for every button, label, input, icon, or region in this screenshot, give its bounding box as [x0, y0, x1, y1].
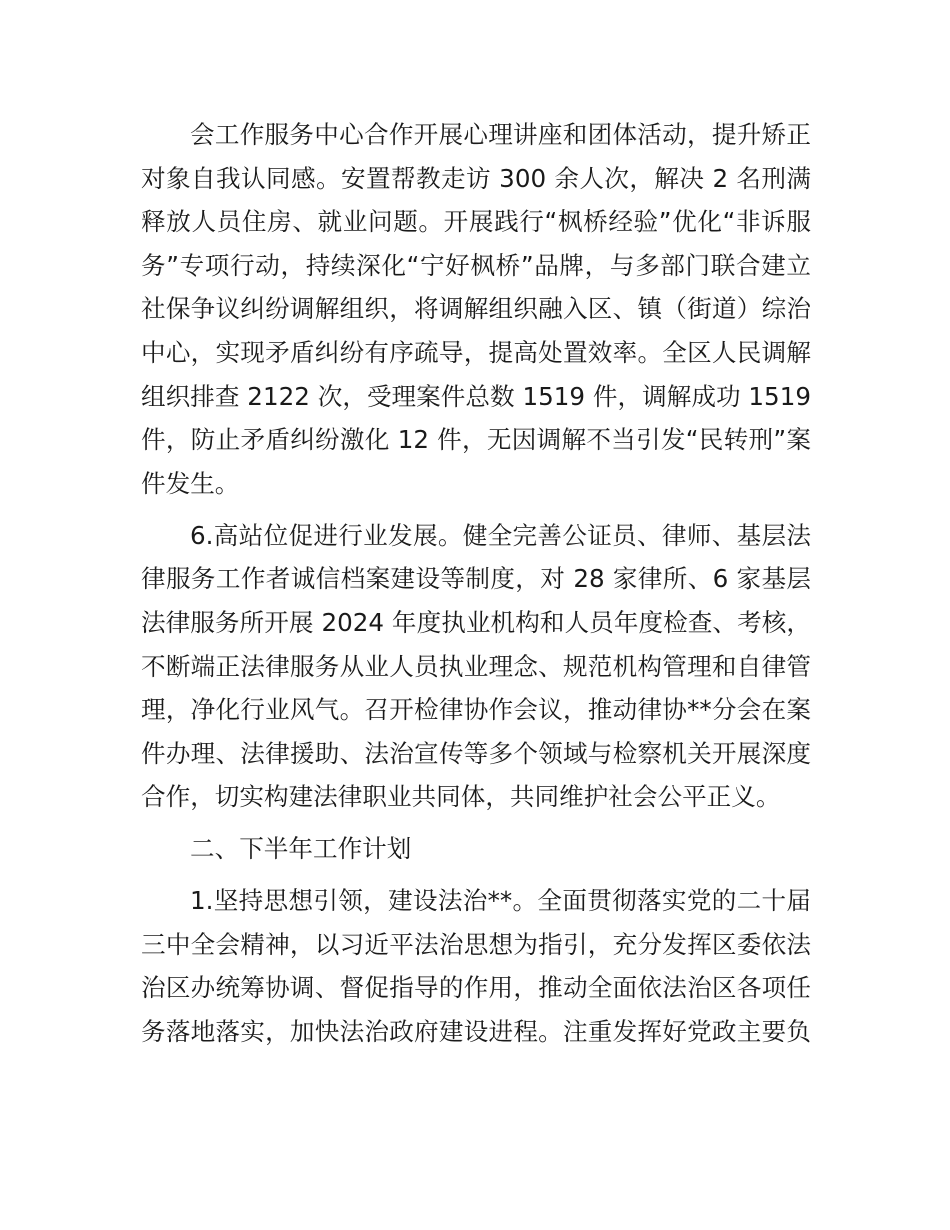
paragraph-corrections — [141, 113, 811, 505]
text-line: 会工作服务中心合作开展心理讲座和团体活动，提升矫正 — [190, 120, 811, 149]
text-line: 理，净化行业风气。召开检律协作会议，推动律协**分会在案 — [141, 695, 811, 725]
text-line: 件发生。 — [141, 468, 240, 498]
text-line: 治区办统筹协调、督促指导的作用，推动全面依法治区各项任 — [141, 973, 811, 1003]
text-line: 件，防止矛盾纠纷激化 12 件，无因调解不当引发“民转刑”案 — [141, 425, 811, 455]
document-body — [141, 113, 811, 1054]
paragraph-thought-guidance — [141, 879, 811, 1053]
heading-line: 二、下半年工作计划 — [190, 834, 412, 864]
text-line: 三中全会精神，以习近平法治思想为指引，充分发挥区委依法 — [141, 929, 811, 959]
text-line: 律服务工作者诚信档案建设等制度，对 28 家律所、6 家基层 — [141, 564, 811, 594]
text-line: 组织排查 2122 次，受理案件总数 1519 件，调解成功 1519 — [141, 381, 811, 411]
text-line: 中心，实现矛盾纠纷有序疏导，提高处置效率。全区人民调解 — [141, 337, 811, 367]
text-line: 件办理、法律援助、法治宣传等多个领域与检察机关开展深度 — [141, 738, 811, 768]
text-line: 法律服务所开展 2024 年度执业机构和人员年度检查、考核， — [141, 607, 811, 637]
paragraph-industry-development — [141, 514, 811, 819]
text-line: 合作，切实构建法律职业共同体，共同维护社会公平正义。 — [141, 782, 781, 812]
text-line: 1.坚持思想引领，建设法治**。全面贯彻落实党的二十届 — [190, 886, 811, 916]
text-line: 释放人员住房、就业问题。开展践行“枫桥经验”优化“非诉服 — [141, 207, 811, 237]
text-line: 务落地落实，加快法治政府建设进程。注重发挥好党政主要负 — [141, 1017, 811, 1047]
text-line: 社保争议纠纷调解组织，将调解组织融入区、镇（街道）综治 — [141, 294, 811, 324]
text-line: 不断端正法律服务从业人员执业理念、规范机构管理和自律管 — [141, 651, 811, 681]
text-line: 6.高站位促进行业发展。健全完善公证员、律师、基层法 — [190, 520, 811, 550]
section-heading — [141, 827, 811, 871]
text-line: 务”专项行动，持续深化“宁好枫桥”品牌，与多部门联合建立 — [141, 250, 811, 280]
text-line: 对象自我认同感。安置帮教走访 300 余人次，解决 2 名刑满 — [141, 163, 811, 193]
